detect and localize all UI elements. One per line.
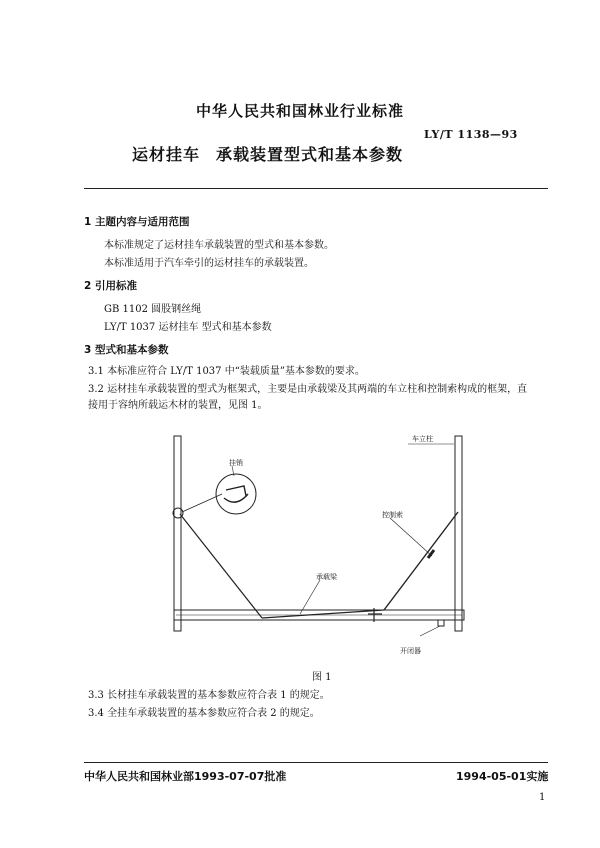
section-1-para-2: 本标准适用于汽车牵引的运材挂车的承载装置。	[104, 258, 314, 269]
clause-3-2-line-2: 接用于容纳所载运木材的装置，见图 1。	[88, 400, 268, 411]
right-control-cable	[384, 512, 458, 610]
clause-3-2-line-1: 3.2 运材挂车承载装置的型式为框架式，主要是由承载梁及其两端的车立柱和控制索构成的框架，直	[88, 384, 528, 395]
section-1-heading: 1 主题内容与适用范围	[84, 216, 190, 228]
label-pin: 挂销	[229, 459, 243, 467]
clause-3-3: 3.3 长材挂车承载装置的基本参数应符合表 1 的规定。	[88, 690, 330, 701]
page-number: 1	[539, 792, 546, 803]
issuing-body-header: 中华人民共和国林业行业标准	[195, 102, 404, 120]
cable-sag	[262, 610, 384, 618]
figure-1-caption: 图 1	[312, 672, 332, 683]
section-1-para-1: 本标准规定了运材挂车承载装置的型式和基本参数。	[104, 240, 334, 251]
title-part1: 运材挂车	[132, 145, 201, 164]
section-3-heading: 3 型式和基本参数	[84, 344, 169, 356]
label-cable: 控制索	[382, 511, 403, 519]
reference-ly-t-1037: LY/T 1037 运材挂车 型式和基本参数	[104, 322, 272, 333]
standard-code: LY/T 1138—93	[424, 128, 518, 141]
left-post	[174, 436, 181, 631]
clause-3-1: 3.1 本标准应符合 LY/T 1037 中“装载质量”基本参数的要求。	[88, 366, 365, 377]
approval-line: 中华人民共和国林业部1993-07-07批准	[84, 770, 287, 783]
clause-3-4: 3.4 全挂车承载装置的基本参数应符合表 2 的规定。	[88, 708, 320, 719]
reference-gb1102: GB 1102 圆股钢丝绳	[104, 304, 202, 315]
label-post: 车立柱	[412, 435, 433, 443]
section-2-heading: 2 引用标准	[84, 280, 137, 292]
footer-rule	[84, 762, 548, 763]
label-opener: 开闭器	[400, 647, 421, 655]
title-part2: 承载装置型式和基本参数	[216, 145, 404, 164]
label-beam: 承载梁	[316, 573, 337, 581]
right-post	[455, 436, 462, 631]
effective-date: 1994-05-01实施	[456, 770, 549, 783]
left-control-cable	[180, 514, 262, 618]
